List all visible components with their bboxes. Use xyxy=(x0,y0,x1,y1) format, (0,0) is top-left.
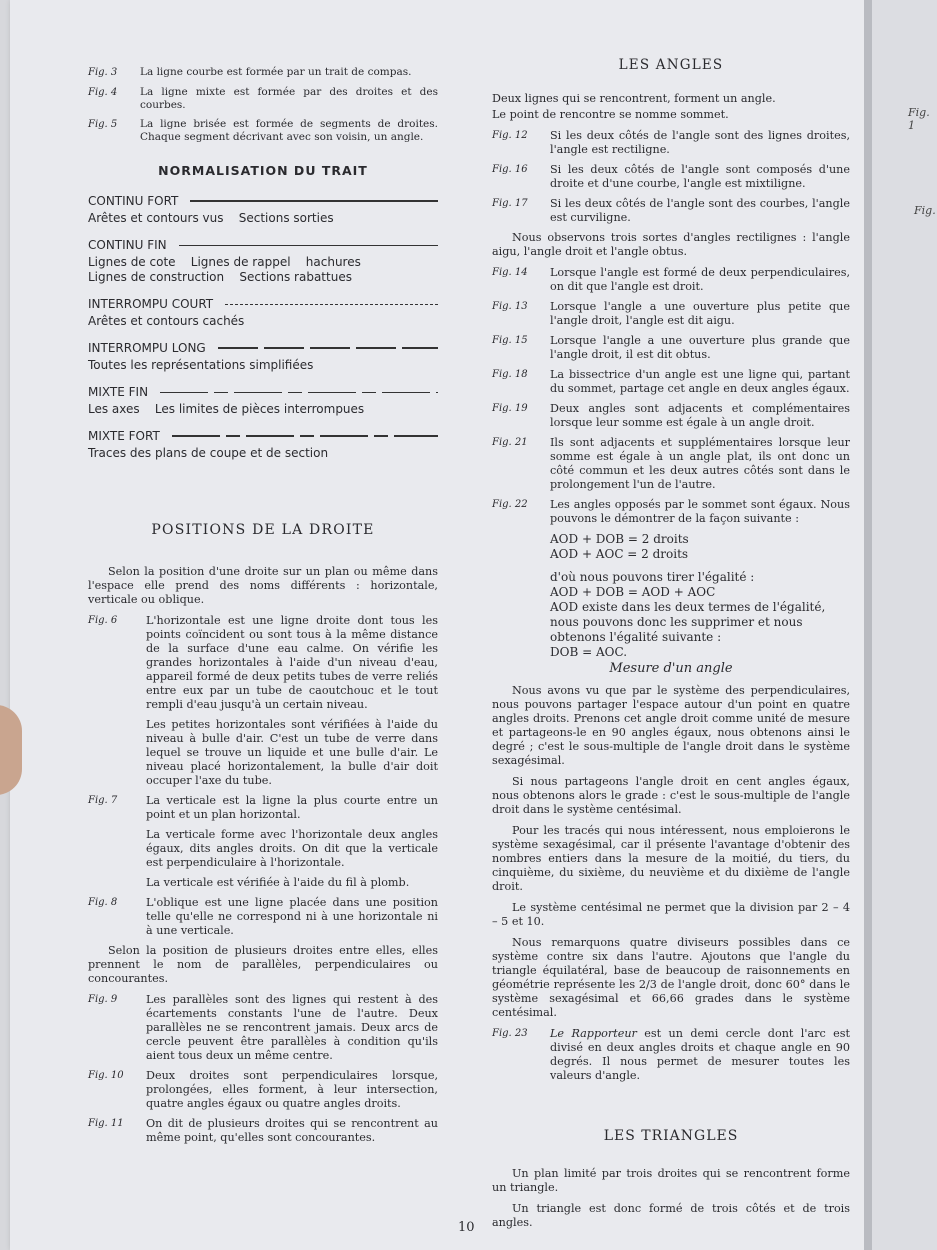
paragraph: Nous observons trois sortes d'angles rectilignes : l'angle aigu, l'angle droit et l'angle obtus. xyxy=(492,231,850,258)
book-gutter xyxy=(864,0,872,1250)
paragraph: Si nous partageons l'angle droit en cent angles égaux, nous obtenons alors le grade : c'est le sous-multiple de l'angle droit dans le système centésimal. xyxy=(492,775,850,816)
positions-title: POSITIONS DE LA DROITE xyxy=(151,522,375,538)
next-page-edge xyxy=(872,0,937,1250)
fig-item: Fig. 18 La bissectrice d'un angle est une ligne qui, partant du sommet, partage cet angle en deux angles égaux. xyxy=(492,368,850,395)
line-type-row xyxy=(88,297,438,329)
rapporteur-term: Le Rapporteur xyxy=(550,1027,637,1040)
equation-text: AOD existe dans les deux termes de l'égalité, nous pouvons donc les supprimer et nous obtenons l'égalité suivante : xyxy=(550,600,826,644)
fig-item: Fig. 14 Lorsque l'angle est formé de deux perpendiculaires, on dit que l'angle est droit. xyxy=(492,266,850,293)
right-column xyxy=(492,58,850,1237)
next-page-fig-label-2: Fig. xyxy=(914,204,936,217)
equation: AOD + DOB = 2 droits xyxy=(550,532,689,546)
paragraph: Deux lignes qui se rencontrent, forment un angle. xyxy=(492,92,776,105)
line-type-uses: Traces des plans de coupe et de section xyxy=(88,446,329,460)
line-type-name: CONTINU FIN xyxy=(88,238,167,252)
equation-text: d'où nous pouvons tirer l'égalité : xyxy=(550,570,755,584)
fig-item: Fig. 19 Deux angles sont adjacents et complémentaires lorsque leur somme est égale à un angle droit. xyxy=(492,402,850,429)
paragraph: Nous avons vu que par le système des perpendiculaires, nous pouvons partager l'espace autour d'un point en quatre angles droits. Prenons cet angle droit comme unité de mesure et partageons-le en 90 angles égaux, nous obtenons ainsi le degré ; c'est le sous-multiple de l'angle droit dans le système sexagésimal. xyxy=(492,684,850,767)
paragraph: Les petites horizontales sont vérifiées à l'aide du niveau à bulle d'air. C'est un tube de verre dans lequel se trouve un liquide et une bulle d'air. Le niveau placé horizontalement, la bulle d'air doit occuper l'axe du tube. xyxy=(146,718,438,787)
line-type-uses: Arêtes et contours vus Sections sorties xyxy=(88,211,334,225)
paragraph: Le système centésimal ne permet que la division par 2 – 4 – 5 et 10. xyxy=(492,901,850,928)
line-type-name: MIXTE FORT xyxy=(88,429,160,443)
line-type-uses: Lignes de cote Lignes de rappel hachures xyxy=(88,255,361,269)
line-type-uses: Arêtes et contours cachés xyxy=(88,314,245,328)
fig-item: Fig. 9 Les parallèles sont des lignes qui restent à des écartements constants l'une de l'autre. Deux parallèles ne se rencontrent jamais. Deux arcs de cercle peuvent être parallèles à condition qu'ils aient tous deux un même centre. xyxy=(88,993,438,1062)
paragraph: La verticale est vérifiée à l'aide du fil à plomb. xyxy=(146,876,410,889)
line-type-uses: Lignes de construction Sections rabattues xyxy=(88,270,352,284)
line-sample xyxy=(218,347,438,349)
fig-item: Fig. 22 Les angles opposés par le sommet sont égaux. Nous pouvons le démontrer de la façon suivante : xyxy=(492,498,850,525)
line-type-name: INTERROMPU LONG xyxy=(88,341,206,355)
paragraph: Un triangle est donc formé de trois côtés et de trois angles. xyxy=(492,1202,850,1229)
fig-item: Fig. 10 Deux droites sont perpendiculaires lorsque, prolongées, elles forment, à leur intersection, quatre angles égaux ou quatre angles droits. xyxy=(88,1069,438,1110)
paragraph: Pour les tracés qui nous intéressent, nous emploierons le système sexagésimal, car il présente l'avantage d'obtenir des nombres entiers dans la mesure de la moitié, du tiers, du cinquième, du sixième, du neuvième et du dixième de l'angle droit. xyxy=(492,824,850,893)
angles-title: LES ANGLES xyxy=(618,57,724,73)
line-sample xyxy=(160,392,438,393)
equation: AOD + AOC = 2 droits xyxy=(550,547,689,561)
line-sample xyxy=(225,304,438,305)
paragraph: La verticale forme avec l'horizontale deux angles égaux, dits angles droits. On dit que la verticale est perpendiculaire à l'horizontale. xyxy=(146,828,438,869)
line-sample xyxy=(179,245,438,246)
fig-item: Fig. 4 La ligne mixte est formée par des droites et des courbes. xyxy=(88,86,438,111)
page-number: 10 xyxy=(458,1220,475,1235)
fig-item: Fig. 6 L'horizontale est une ligne droite dont tous les points coïncident ou sont tous à la même distance de la surface d'une eau calme. On vérifie les grandes horizontales à l'aide d'un niveau d'eau, appareil formé de deux petits tubes de verre reliés entre eux par un tube de caoutchouc et le tout rempli d'eau jusqu'à un certain niveau. xyxy=(88,614,438,711)
paragraph: Selon la position de plusieurs droites entre elles, elles prennent le nom de parallèles, perpendiculaires ou concourantes. xyxy=(88,944,438,985)
paragraph: Selon la position d'une droite sur un plan ou même dans l'espace elle prend des noms différents : horizontale, verticale ou oblique. xyxy=(88,565,438,606)
fig-item: Fig. 13 Lorsque l'angle a une ouverture plus petite que l'angle droit, l'angle est dit aigu. xyxy=(492,300,850,327)
fig-item: Fig. 21 Ils sont adjacents et supplémentaires lorsque leur somme est égale à un angle plat, ils ont donc un côté commun et les deux autres côtés sont dans le prolongement l'un de l'autre. xyxy=(492,436,850,491)
line-type-row xyxy=(88,194,438,226)
fig-item: Fig. 15 Lorsque l'angle a une ouverture plus grande que l'angle droit, il est dit obtus. xyxy=(492,334,850,361)
line-sample xyxy=(172,435,438,438)
line-type-row xyxy=(88,341,438,373)
paragraph: Nous remarquons quatre diviseurs possibles dans ce système contre six dans l'autre. Ajoutons que l'angle du triangle équilatéral, base de beaucoup de raisonnements en géométrie représente les 2/3 de l'angle droit, donc 60° dans le système sexagésimal et 66,66 grades dans le système centésimal. xyxy=(492,936,850,1019)
next-page-fig-label: Fig. 1 xyxy=(908,106,930,132)
line-type-row xyxy=(88,429,438,461)
fig-item: Fig. 17 Si les deux côtés de l'angle sont des courbes, l'angle est curviligne. xyxy=(492,197,850,224)
thumb xyxy=(0,705,22,795)
fig-item: Fig. 5 La ligne brisée est formée de segments de droites. Chaque segment décrivant avec son voisin, un angle. xyxy=(88,118,438,143)
line-type-row xyxy=(88,385,438,417)
fig-item: Fig. 23 Le Rapporteur est un demi cercle dont l'arc est divisé en deux angles droits et chaque angle en 90 degrés. Il nous permet de mesurer toutes les valeurs d'angle. xyxy=(492,1027,850,1082)
line-sample xyxy=(190,200,438,202)
line-type-uses: Les axes Les limites de pièces interrompues xyxy=(88,402,365,416)
fig-item: Fig. 12 Si les deux côtés de l'angle sont des lignes droites, l'angle est rectiligne. xyxy=(492,129,850,156)
line-type-name: CONTINU FORT xyxy=(88,194,179,208)
line-type-name: MIXTE FIN xyxy=(88,385,149,399)
top-figs xyxy=(88,66,438,144)
equation: DOB = AOC. xyxy=(550,645,628,659)
fig-item: Fig. 3 La ligne courbe est formée par un trait de compas. xyxy=(88,66,412,78)
equation: AOD + DOB = AOD + AOC xyxy=(550,585,716,599)
line-type-name: INTERROMPU COURT xyxy=(88,297,214,311)
fig-item: Fig. 11 On dit de plusieurs droites qui se rencontrent au même point, qu'elles sont concourantes. xyxy=(88,1117,438,1144)
mesure-subtitle: Mesure d'un angle xyxy=(609,661,733,676)
line-type-uses: Toutes les représentations simplifiées xyxy=(88,358,314,372)
fig-item: Fig. 16 Si les deux côtés de l'angle sont composés d'une droite et d'une courbe, l'angle est mixtiligne. xyxy=(492,163,850,190)
fig-item: Fig. 7 La verticale est la ligne la plus courte entre un point et un plan horizontal. xyxy=(88,794,438,821)
left-column xyxy=(88,66,438,1151)
paragraph: Le point de rencontre se nomme sommet. xyxy=(492,108,729,121)
fig-item: Fig. 8 L'oblique est une ligne placée dans une position telle qu'elle ne correspond ni à une horizontale ni à une verticale. xyxy=(88,896,438,937)
normalisation-title: NORMALISATION DU TRAIT xyxy=(158,163,368,178)
triangles-title: LES TRIANGLES xyxy=(603,1128,739,1144)
line-type-row xyxy=(88,238,438,285)
paragraph: Un plan limité par trois droites qui se rencontrent forme un triangle. xyxy=(492,1167,850,1194)
